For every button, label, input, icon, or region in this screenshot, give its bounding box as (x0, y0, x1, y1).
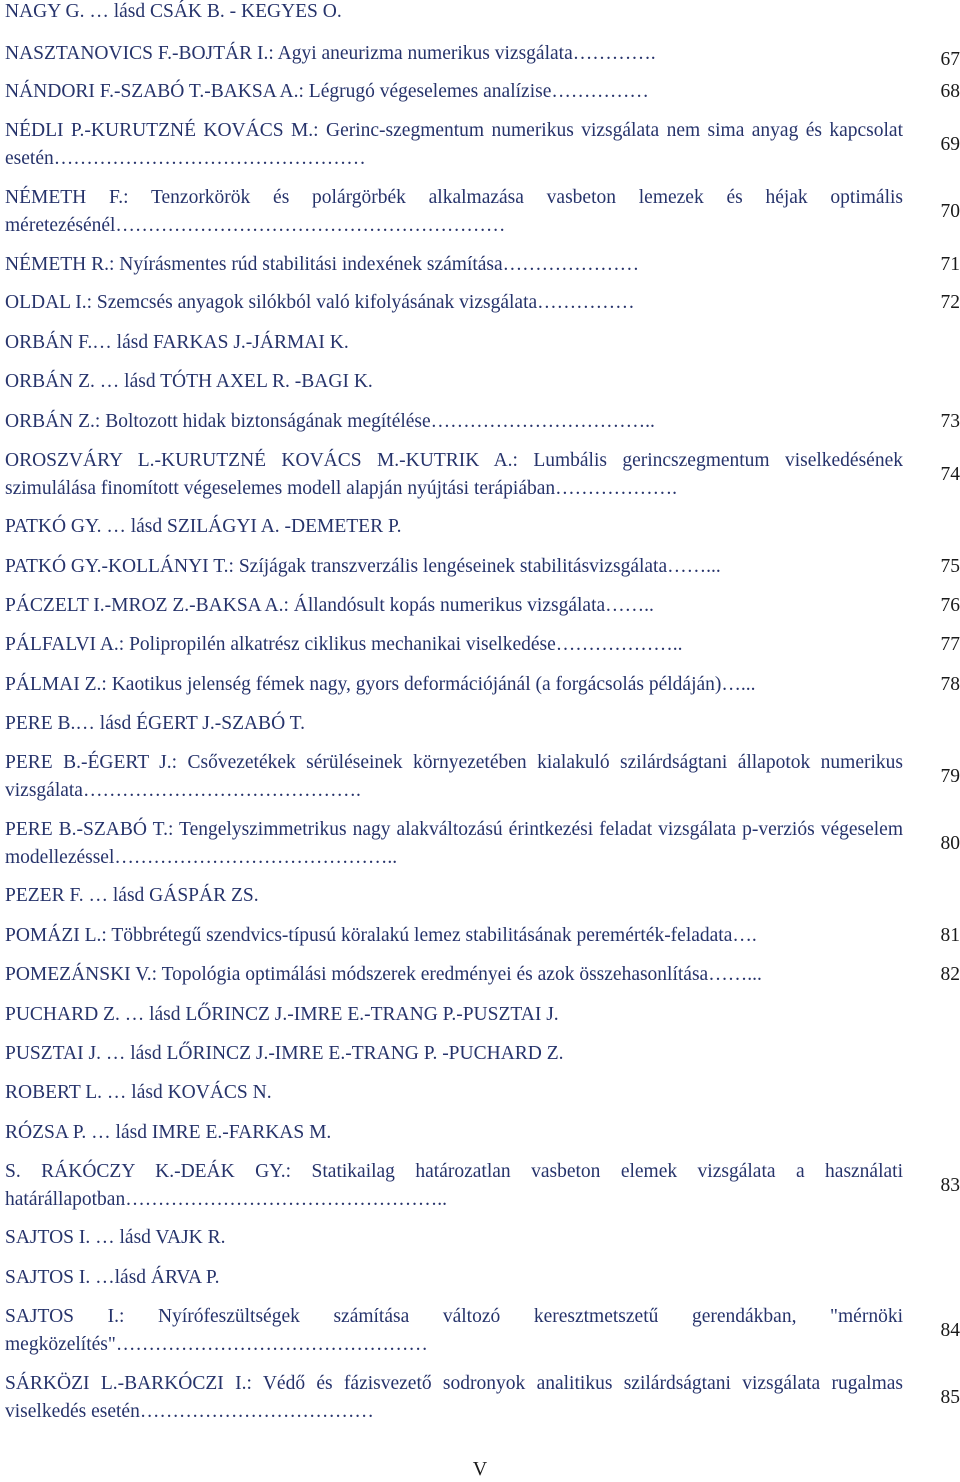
index-entry (5, 816, 960, 871)
entry-text: S. RÁKÓCZY K.-DEÁK GY.: Statikailag határozatlan vasbeton elemek vizsgálata a használati határállapotban………………………………………….. (5, 1161, 903, 1210)
entry-text: SAJTOS I. …lásd ÁRVA P. (5, 1267, 220, 1288)
entry-text: NÉDLI P.-KURUTZNÉ KOVÁCS M.: Gerinc-szegmentum numerikus vizsgálata nem sima anyag és kapcsolat esetén………………………………………… (5, 120, 903, 169)
index-entry (5, 184, 960, 239)
entry-text: ORBÁN Z. … lásd TÓTH AXEL R. -BAGI K. (5, 371, 373, 392)
entry-text: POMÁZI L.: Többrétegű szendvics-típusú köralakú lemez stabilitásának peremérték-feladata…. (5, 925, 757, 946)
entry-text: PERE B.… lásd ÉGERT J.-SZABÓ T. (5, 713, 306, 734)
entry-text: PÁLMAI Z.: Kaotikus jelenség fémek nagy, gyors deformációjánál (a forgácsolás példáján)…... (5, 674, 756, 695)
index-entry (5, 671, 960, 699)
page-number: 83 (940, 1175, 960, 1196)
index-entry (5, 329, 960, 357)
index-entry (5, 882, 960, 910)
page-number: 85 (940, 1387, 960, 1408)
entry-text: NASZTANOVICS F.-BOJTÁR I.: Agyi aneurizma numerikus vizsgálata…………. (5, 43, 656, 64)
entry-text: PERE B.-ÉGERT J.: Csővezetékek sérüléseinek környezetében kialakuló szilárdságtani állapotok numerikus vizsgálata……………………………………. (5, 752, 903, 801)
index-entry (5, 1264, 960, 1292)
page-number: 71 (940, 254, 960, 275)
index-entry (5, 251, 960, 279)
index-entry (5, 0, 960, 26)
page-number: 67 (940, 49, 960, 70)
index-entry (5, 117, 960, 172)
index-entry (5, 710, 960, 738)
entry-text: ORBÁN F.… lásd FARKAS J.-JÁRMAI K. (5, 332, 349, 353)
entry-text: PATKÓ GY. … lásd SZILÁGYI A. -DEMETER P. (5, 516, 402, 537)
index-entry (5, 447, 960, 502)
entry-text: PUCHARD Z. … lásd LŐRINCZ J.-IMRE E.-TRANG P.-PUSZTAI J. (5, 1004, 559, 1025)
index-entry (5, 592, 960, 620)
entry-text: PATKÓ GY.-KOLLÁNYI T.: Szíjágak transzverzális lengéseinek stabilitásvizsgálata……... (5, 556, 721, 577)
index-entry (5, 1040, 960, 1068)
entry-text: ROBERT L. … lásd KOVÁCS N. (5, 1082, 272, 1103)
index-entry (5, 1158, 960, 1213)
page-number: 68 (940, 81, 960, 102)
page-number: 76 (940, 595, 960, 616)
page-footer-label: V (472, 1458, 488, 1480)
entry-text: PEZER F. … lásd GÁSPÁR ZS. (5, 885, 259, 906)
page-number: 72 (940, 292, 960, 313)
entry-text: PÁCZELT I.-MROZ Z.-BAKSA A.: Állandósult kopás numerikus vizsgálata…….. (5, 595, 654, 616)
page-number: 79 (940, 766, 960, 787)
entry-text: NÉMETH F.: Tenzorkörök és polárgörbék alkalmazása vasbeton lemezek és héjak optimális méretezésénél…………………………………………………… (5, 187, 903, 236)
index-entry (5, 1224, 960, 1252)
index-entry (5, 368, 960, 396)
index-entry (5, 1079, 960, 1107)
index-entry (5, 922, 960, 950)
entry-text: PERE B.-SZABÓ T.: Tengelyszimmetrikus nagy alakváltozású érintkezési feladat vizsgálata p-verziós végeselem modellezéssel…………………………………….. (5, 819, 903, 868)
entry-text: PÁLFALVI A.: Polipropilén alkatrész ciklikus mechanikai viselkedése……………….. (5, 634, 683, 655)
page-number: 75 (940, 556, 960, 577)
entry-text: NAGY G. … lásd CSÁK B. - KEGYES O. (5, 1, 342, 22)
page-number: 74 (940, 464, 960, 485)
entry-text: SAJTOS I. … lásd VAJK R. (5, 1227, 226, 1248)
entry-text: PUSZTAI J. … lásd LŐRINCZ J.-IMRE E.-TRANG P. -PUCHARD Z. (5, 1043, 564, 1064)
index-entry (5, 513, 960, 541)
entry-text: SAJTOS I.: Nyírófeszültségek számítása változó keresztmetszetű gerendákban, "mérnöki megközelítés"………………………………………… (5, 1306, 903, 1355)
index-entry (5, 408, 960, 436)
index-entry (5, 289, 960, 317)
page-number: 77 (940, 634, 960, 655)
index-entry (5, 1001, 960, 1029)
index-entry (5, 961, 960, 989)
entry-text: SÁRKÖZI L.-BARKÓCZI I.: Védő és fázisvezető sodronyok analitikus szilárdságtani vizsgálata rugalmas viselkedés esetén……………………………… (5, 1373, 903, 1422)
index-entry (5, 1119, 960, 1147)
page-number: 78 (940, 674, 960, 695)
index-entry (5, 1303, 960, 1358)
entry-text: OROSZVÁRY L.-KURUTZNÉ KOVÁCS M.-KUTRIK A.: Lumbális gerincszegmentum viselkedésének szimulálása finomított végeselemes modell alapján nyújtási terápiában………………. (5, 450, 903, 499)
page-number: 73 (940, 411, 960, 432)
index-entry (5, 78, 960, 106)
entry-text: ORBÁN Z.: Boltozott hidak biztonságának megítélése…………………………….. (5, 411, 655, 432)
entry-text: NÁNDORI F.-SZABÓ T.-BAKSA A.: Légrugó végeselemes analízise…………… (5, 81, 649, 102)
page-number: 70 (940, 201, 960, 222)
page-number: 82 (940, 964, 960, 985)
page-number: 80 (940, 833, 960, 854)
entry-text: POMEZÁNSKI V.: Topológia optimálási módszerek eredményei és azok összehasonlítása……... (5, 964, 762, 985)
index-entry (5, 631, 960, 659)
index-entry (5, 553, 960, 581)
entry-text: RÓZSA P. … lásd IMRE E.-FARKAS M. (5, 1122, 332, 1143)
entry-text: NÉMETH R.: Nyírásmentes rúd stabilitási indexének számítása………………… (5, 254, 640, 275)
index-entry (5, 40, 960, 68)
page-number: 84 (940, 1320, 960, 1341)
page-number: 81 (940, 925, 960, 946)
index-entry (5, 749, 960, 804)
page-number: 69 (940, 134, 960, 155)
index-entry (5, 1370, 960, 1425)
entry-text: OLDAL I.: Szemcsés anyagok silókból való kifolyásának vizsgálata…………… (5, 292, 635, 313)
